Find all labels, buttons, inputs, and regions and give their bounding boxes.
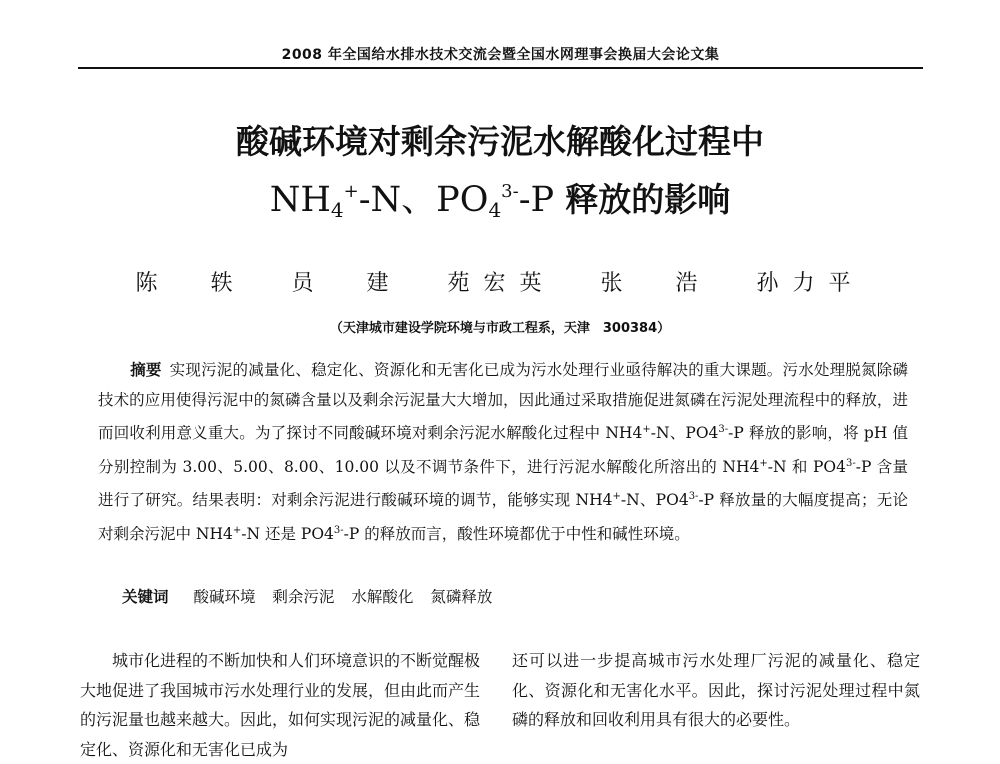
abstract-text: -P 释放量的大幅度提高；无论对剩余污泥中 NH4 <box>98 491 908 543</box>
keyword-3: 水解酸化 <box>351 588 414 606</box>
running-header: 2008 年全国给水排水技术交流会暨全国水网理事会换届大会论文集 <box>281 47 720 63</box>
keywords <box>122 585 492 607</box>
abstract-text: -P 释放的影响，将 pH 值分别控制为 3.00、5.00、8.00、10.00 以及不调节条件下，进行污泥水解酸化所溶出的 NH4 <box>98 424 908 476</box>
abstract-text: -N 和 PO4 <box>767 457 846 476</box>
title-release-effect: 释放的影响 <box>565 180 731 219</box>
abstract <box>98 356 908 549</box>
abstract-sup: 3- <box>718 424 729 435</box>
author-2: 员 建 <box>291 271 403 296</box>
keywords-label: 关键词 <box>122 588 169 606</box>
abstract-sup: + <box>642 424 651 435</box>
affiliation: （天津城市建设学院环境与市政工程系，天津 300384） <box>329 321 671 336</box>
abstract-sup: 3- <box>688 491 699 502</box>
title-n-po: -N、PO <box>358 180 489 220</box>
title-sub-4a: 4 <box>330 198 344 222</box>
abstract-text: -N、PO4 <box>620 491 689 509</box>
title-p: -P <box>518 180 566 220</box>
title-nh: NH <box>269 180 331 220</box>
body-left-column: 城市化进程的不断加快和人们环境意识的不断觉醒极大地促进了我国城市污水处理行业的发展，但由此而产生的污泥量也越来越大。因此，如何实现污泥的减量化、稳定化、资源化和无害化已成为 <box>80 651 481 759</box>
title-sub-4b: 4 <box>488 198 502 222</box>
abstract-sup: 3- <box>845 457 856 469</box>
abstract-text: 实现污泥的减量化、稳定化、资源化和无害化已成为污水处理行业亟待解决的重大课题。污水处理脱氮除磷技术的应用使得污泥中的氮磷含量以及剩余污泥量大大增加，因此通过采取措施促进氮磷在污泥处理流程中的释放，进而回收利用意义重大。为了探讨不同酸碱环境对剩余污泥水解酸化过程中 NH4 <box>98 361 908 442</box>
title-sup-3minus: 3- <box>501 181 519 202</box>
abstract-text: -N、PO4 <box>650 424 719 442</box>
abstract-text: -P 含量进行了研究。结果表明：对剩余污泥进行酸碱环境的调节，能够实现 NH4 <box>98 457 908 509</box>
abstract-sup: + <box>612 491 621 502</box>
paper-title-line2 <box>0 172 1000 222</box>
header-rule <box>78 67 923 69</box>
abstract-sup: + <box>759 457 768 469</box>
author-5: 孙力平 <box>756 271 865 296</box>
body-right-column: 还可以进一步提高城市污水处理厂污泥的减量化、稳定化、资源化和无害化水平。因此，探讨污泥处理过程中氮磷的释放和回收利用具有很大的必要性。 <box>512 651 920 729</box>
abstract-text: -N 还是 PO4 <box>241 524 334 543</box>
keyword-4: 氮磷释放 <box>430 588 493 606</box>
title-sup-plus: + <box>343 181 359 202</box>
author-1: 陈 轶 <box>135 271 247 296</box>
author-list <box>0 266 1000 297</box>
author-4: 张 浩 <box>600 271 712 296</box>
abstract-text: -P 的释放而言，酸性环境都优于中性和碱性环境。 <box>343 524 690 543</box>
abstract-label: 摘要 <box>130 361 162 379</box>
abstract-sup: + <box>232 524 242 536</box>
abstract-sup: 3- <box>333 524 344 536</box>
keyword-2: 剩余污泥 <box>272 588 335 606</box>
author-3: 苑宏英 <box>447 271 556 296</box>
paper-title-line1: 酸碱环境对剩余污泥水解酸化过程中 <box>236 122 764 161</box>
keyword-1: 酸碱环境 <box>193 588 256 606</box>
